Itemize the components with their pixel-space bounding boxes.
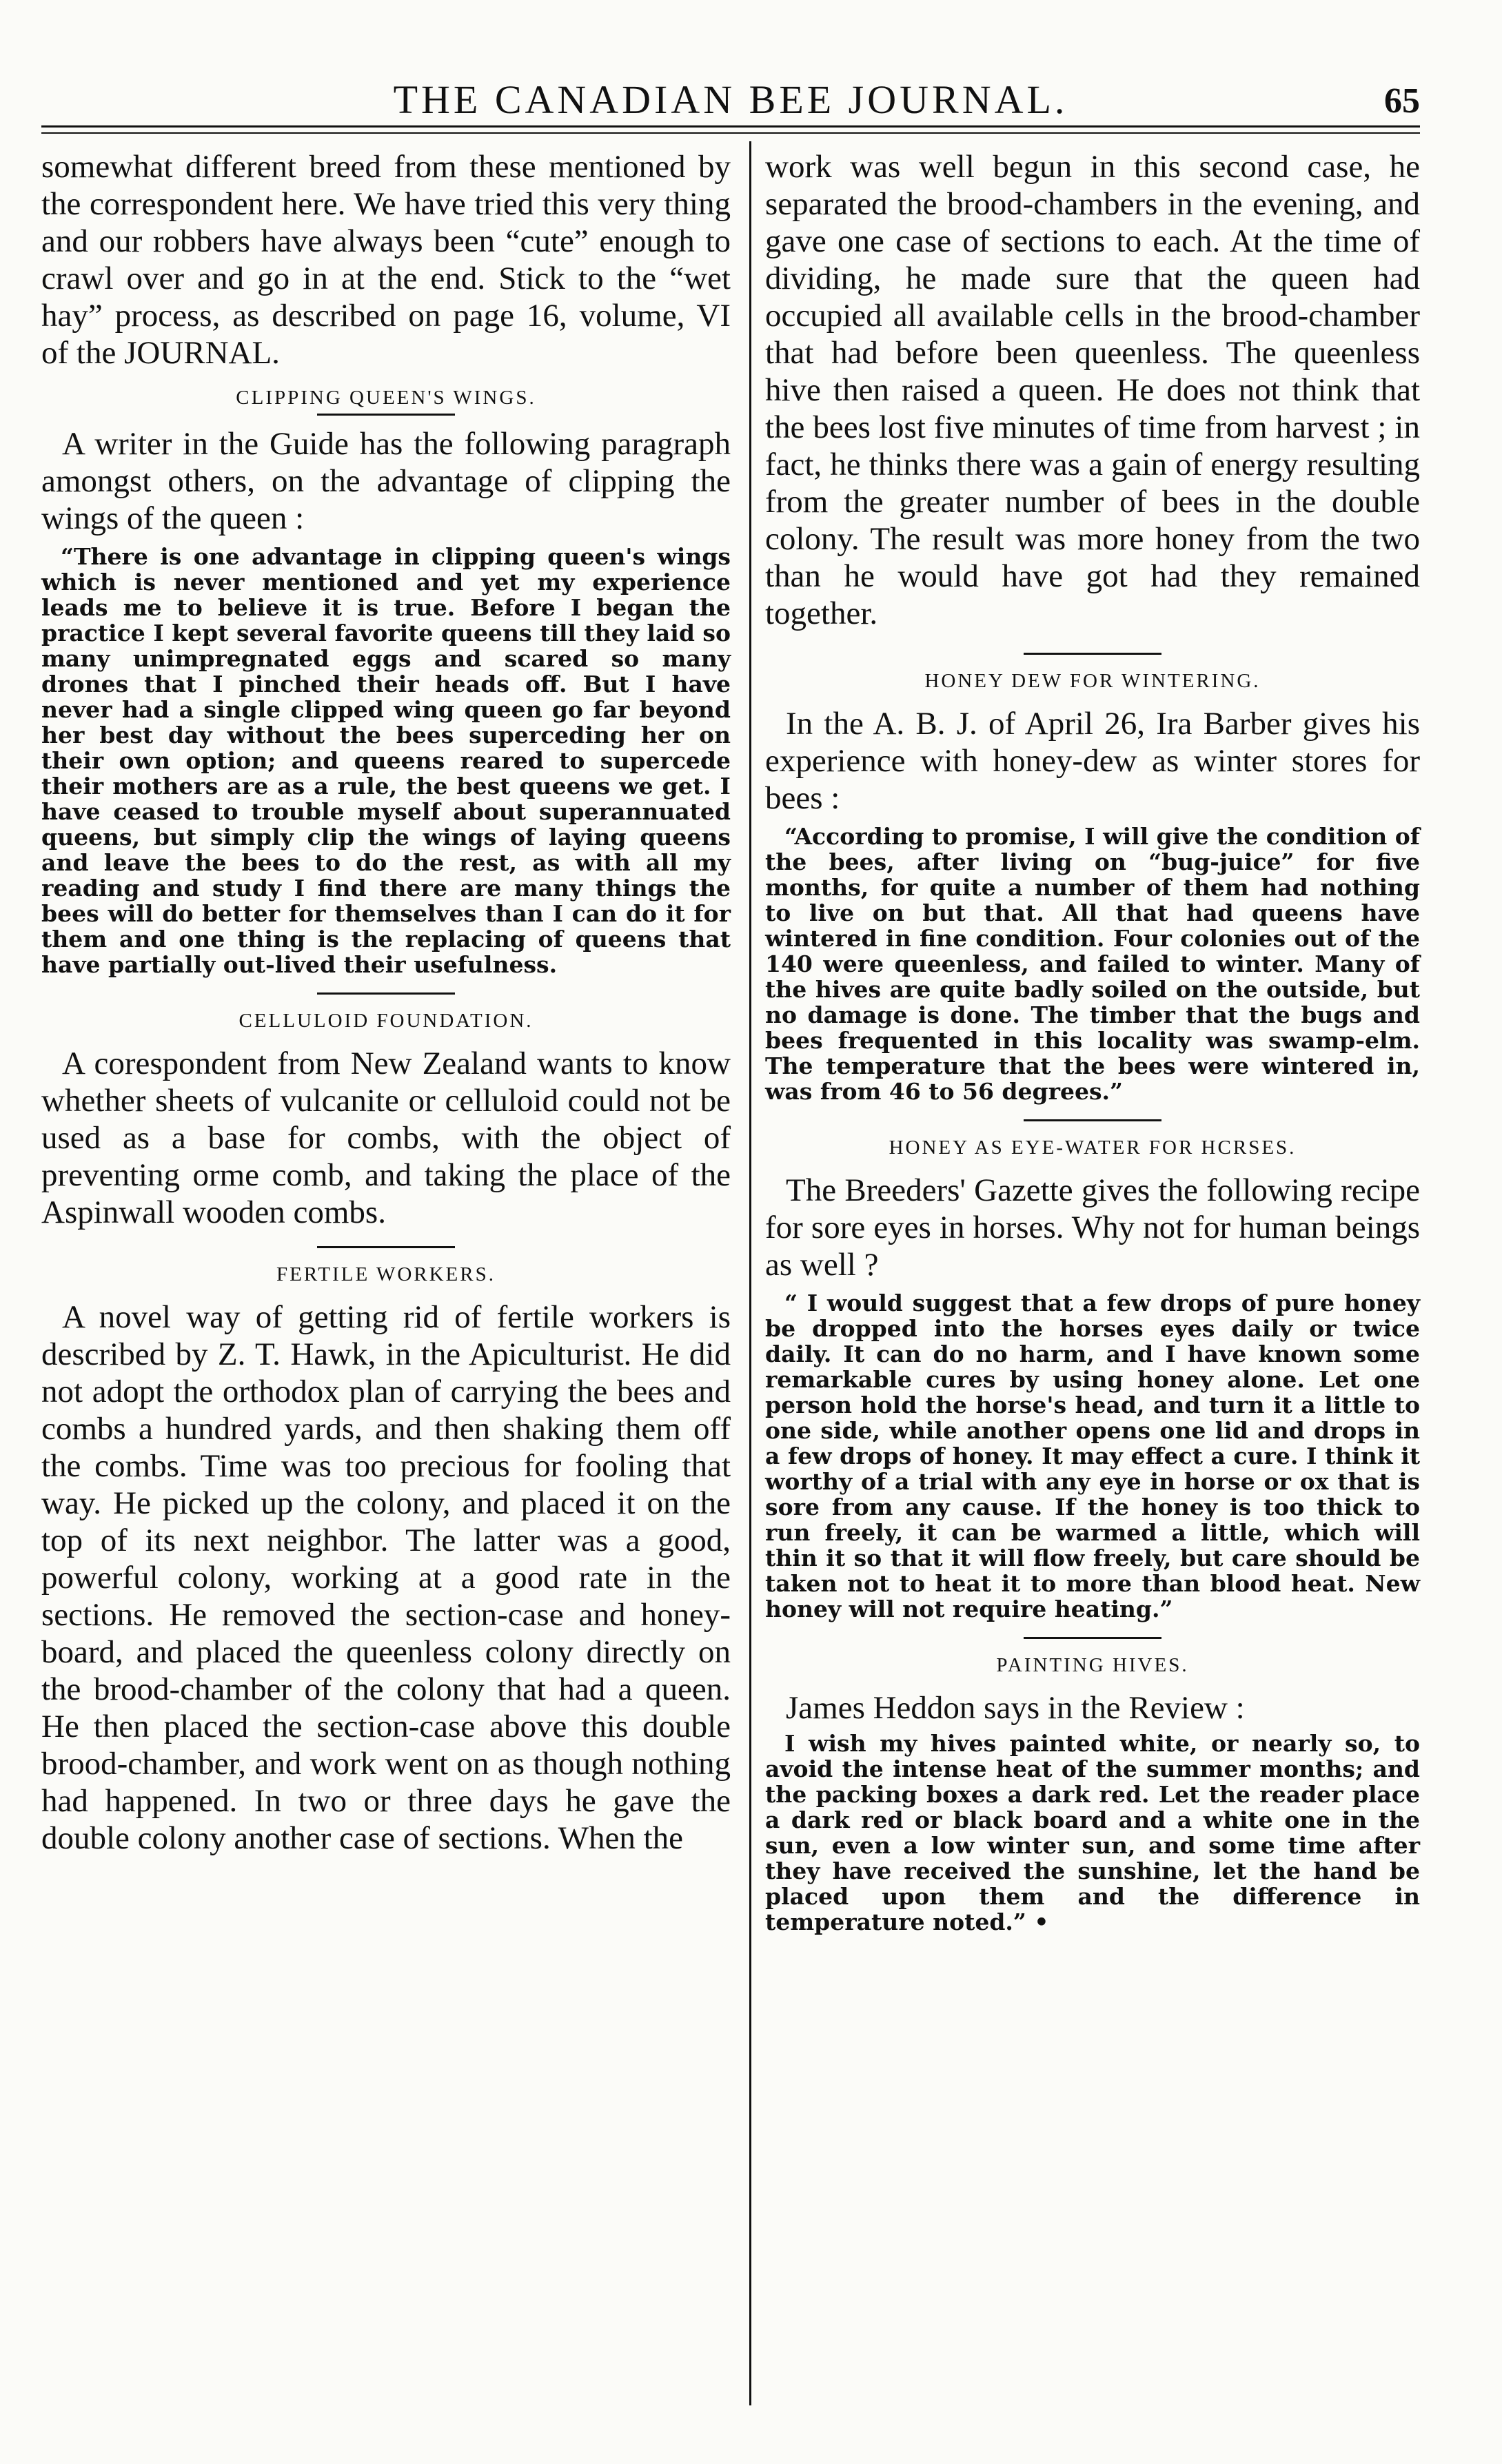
section-heading-honeydew: HONEY DEW FOR WINTERING.	[924, 670, 1261, 692]
header-rule	[41, 125, 1420, 128]
honeydew-quote: “According to promise, I will give the condition of the bees, after living on “bug-juice” for five months, for quite a number of them had nothing to live on but that. All that had queens have wintered in fine condition. Four colonies out of the 140 were queenless, and failed to winter. Many of the hives are quite badly soiled on the outside, but no damage is done. The timber that the bugs and bees frequented in this locality was swamp-elm. The temperature that the bees were wintered in, was from 46 to 56 degrees.”	[765, 823, 1420, 1105]
section-separator	[1024, 1119, 1161, 1121]
journal-title: THE CANADIAN BEE JOURNAL.	[393, 77, 1068, 122]
left-column	[41, 148, 731, 1857]
column-divider	[749, 141, 751, 2405]
section-separator	[1024, 653, 1161, 655]
section-heading-fertile: FERTILE WORKERS.	[276, 1263, 496, 1285]
section-separator	[317, 992, 455, 995]
page-header	[41, 72, 1420, 128]
painting-paragraph: James Heddon says in the Review :	[786, 1690, 1245, 1726]
section-separator	[317, 1246, 455, 1248]
eyewater-quote: “ I would suggest that a few drops of pure honey be dropped into the horses eyes daily or twice daily. It can do no harm, and I have known some remarkable cures by using honey alone. Let one person hold the horse's head, and turn it a little to one side, while another opens one lid and drops in a few drops of honey. It may effect a cure. I think it worthy of a trial with any eye in horse or ox that is sore from any cause. If the honey is too thick to run freely, it can be warmed a little, which will thin it so that it will flow freely, but care should be taken not to heat it to more than blood heat. New honey will not require heating.”	[765, 1290, 1420, 1622]
celluloid-paragraph: A corespondent from New Zealand wants to know whether sheets of vulcanite or celluloid could not be used as a base for combs, with the object of preventing orme comb, and taking the place of the Aspinwall wooden combs.	[41, 1046, 731, 1230]
section-separator	[1024, 1637, 1161, 1639]
heading-rule	[317, 414, 455, 416]
continuation-paragraph: work was well begun in this second case, he separated the brood-chambers in the evening, and gave one case of sections to each. At the time of dividing, he made sure that the queen had occupied all available cells in the brood-chamber that had before been queenless. The queenless hive then raised a queen. He does not think that the bees lost five minutes of time from harvest ; in fact, he thinks there was a gain of energy resulting from the greater number of bees in the double colony. The result was more honey from the two than he would have got had they remained together.	[765, 149, 1420, 631]
section-heading-clipping: CLIPPING QUEEN'S WINGS.	[236, 387, 536, 409]
painting-quote: I wish my hives painted white, or nearly so, to avoid the intense heat of the summer months; and the packing boxes a dark red. Let the reader place a dark red or black board and a white one in the sun, even a low winter sun, and some time after they have received the sunshine, let the hand be placed upon them and the difference in temperature noted.” •	[765, 1730, 1420, 1935]
section-heading-celluloid: CELLULOID FOUNDATION.	[239, 1010, 534, 1032]
clipping-quote: “There is one advantage in clipping queen's wings which is never mentioned and yet my experience leads me to believe it is true. Before I began the practice I kept several favorite queens till they laid so many unimpregnated eggs and scared so many drones that I pinched their heads off. But I have never had a single clipped wing queen go far beyond her best day without the bees superceding her on their own option; and queens reared to supercede their mothers are as a rule, the best queens we get. I have ceased to trouble myself about superannuated queens, but simply clip the wings of laying queens and leave the bees to do the rest, as with all my reading and study I find there are many things the bees will do better for themselves than I can do it for them and one thing is the replacing of queens that have partially out-lived their usefulness.	[41, 543, 731, 978]
eyewater-paragraph: The Breeders' Gazette gives the following recipe for sore eyes in horses. Why not for human beings as well ?	[765, 1172, 1420, 1283]
right-column	[765, 148, 1420, 1935]
clipping-paragraph: A writer in the Guide has the following paragraph amongst others, on the advantage of clipping the wings of the queen :	[41, 426, 731, 536]
page-number: 65	[1384, 81, 1420, 121]
intro-paragraph: somewhat different breed from these mentioned by the correspondent here. We have tried this very thing and our robbers have always been “cute” enough to crawl over and go in at the end. Stick to the “wet hay” process, as described on page 16, volume, VI of the JOURNAL.	[41, 149, 731, 371]
section-heading-painting: PAINTING HIVES.	[996, 1654, 1189, 1676]
section-heading-eyewater: HONEY AS EYE-WATER FOR HCRSES.	[889, 1137, 1297, 1159]
honeydew-paragraph: In the A. B. J. of April 26, Ira Barber gives his experience with honey-dew as winter stores for bees :	[765, 706, 1420, 816]
fertile-paragraph: A novel way of getting rid of fertile workers is described by Z. T. Hawk, in the Apiculturist. He did not adopt the orthodox plan of carrying the bees and combs a hundred yards, and then shaking them off the combs. Time was too precious for fooling that way. He picked up the colony, and placed it on the top of its next neighbor. The latter was a good, powerful colony, working at a good rate in the sections. He removed the section-case and honey-board, and placed the queenless colony directly on the brood-chamber of the colony that had a queen. He then placed the section-case above this double brood-chamber, and work went on as though nothing had happened. In two or three days he gave the double colony another case of sections. When the	[41, 1299, 731, 1856]
header-rule-lower	[41, 132, 1420, 134]
